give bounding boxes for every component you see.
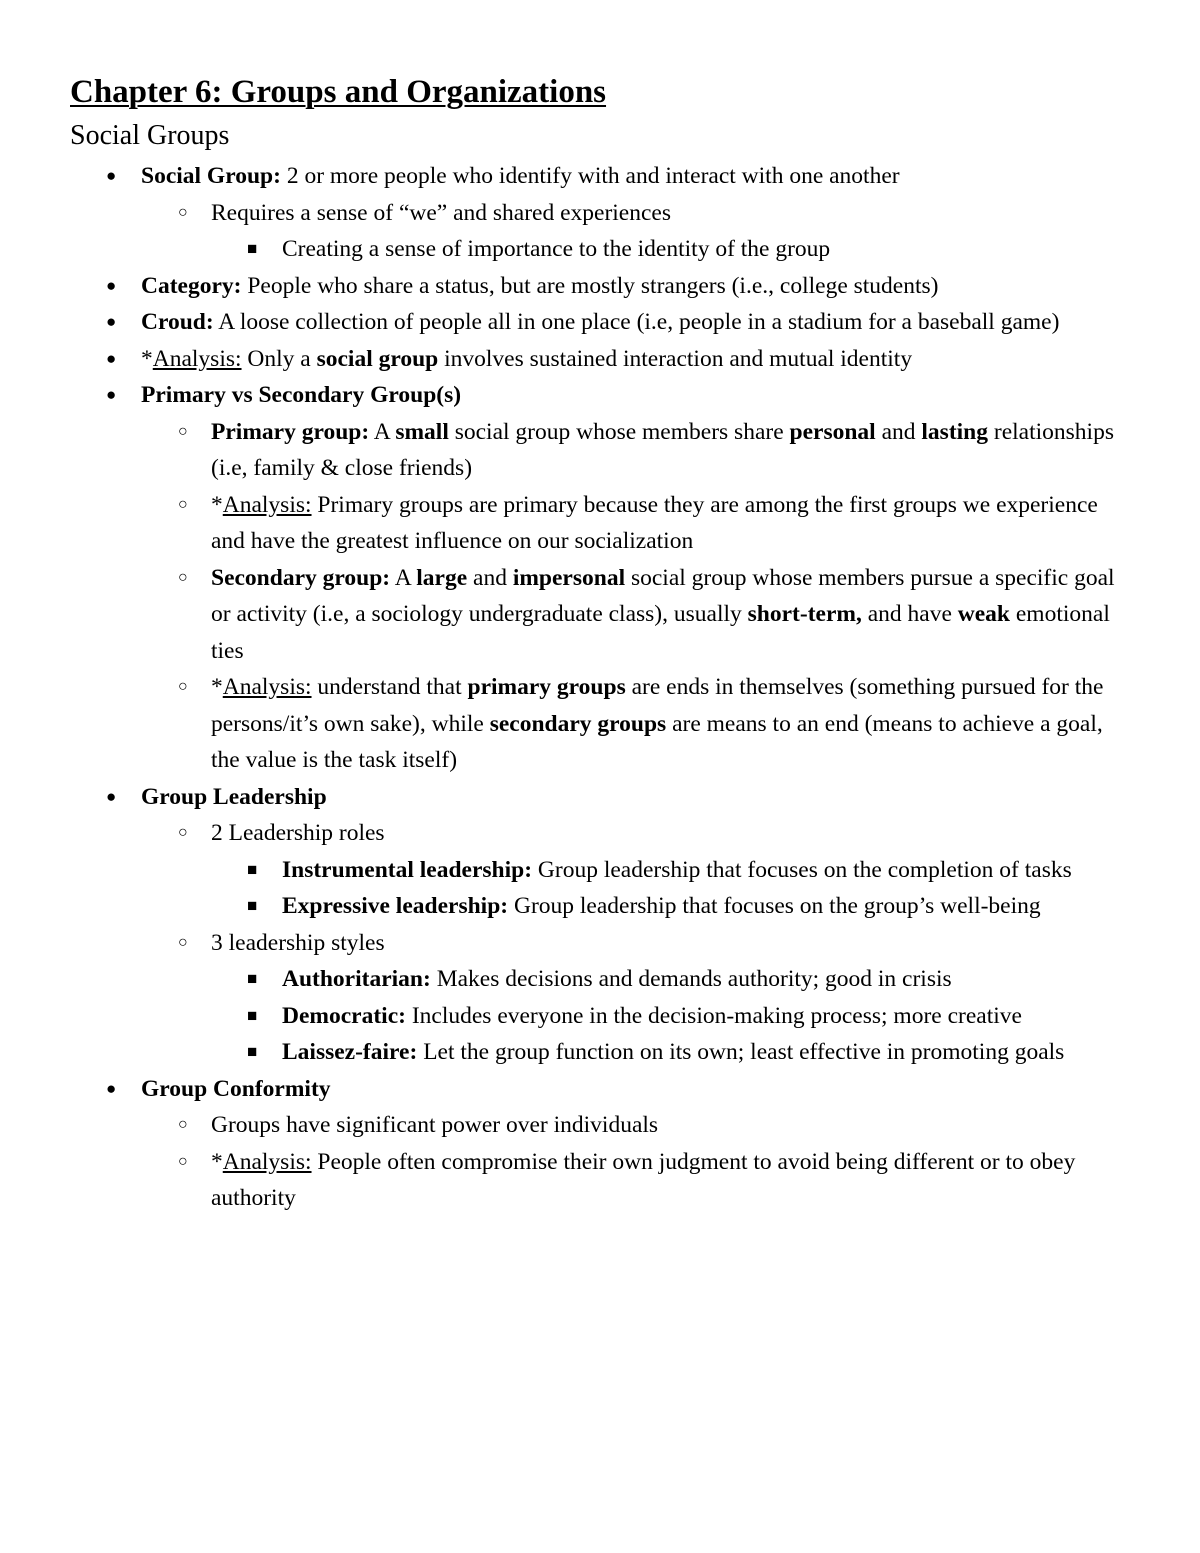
text-run: social group whose members pursue a specific goal or activity (i.e, a sociology undergraduate class), usually (211, 564, 1115, 627)
list-item-category (0, 268, 1200, 305)
item-text: Creating a sense of importance to the identity of the group (282, 236, 831, 262)
text-run: are means to an end (means to achieve a goal, the value is the task itself) (211, 710, 1103, 773)
bullet-circle-icon: ○ (178, 824, 188, 841)
bold-run: impersonal (512, 564, 626, 591)
bold-run: large (416, 564, 468, 591)
bold-run: short-term, (747, 601, 862, 627)
asterisk: * (211, 1148, 223, 1175)
bullet-disc-icon: ● (106, 786, 117, 806)
bold-run: lasting (921, 418, 988, 445)
text-run: are ends in themselves (something pursued for the persons/it’s own sake), while (211, 674, 1104, 737)
term-label: Primary group: (211, 418, 370, 445)
term-label: Expressive leadership: (282, 893, 509, 919)
item-text: 3 leadership styles (211, 929, 385, 956)
list-item-analysis-4 (0, 1144, 1200, 1217)
list-item-group-conformity (0, 1071, 1200, 1108)
bullet-square-icon: ■ (247, 1005, 258, 1025)
bold-run: secondary groups (489, 710, 667, 737)
list-item-primary-vs-secondary (0, 377, 1200, 414)
item-text: 2 Leadership roles (211, 820, 385, 846)
list-item-social-group (0, 158, 1200, 195)
text-run: A (369, 418, 396, 445)
list-item-primary-group (0, 414, 1200, 487)
list-item-analysis-2 (0, 487, 1200, 560)
bold-run: primary groups (467, 674, 626, 700)
text-run: relationships (i.e, family & close friends) (211, 418, 1114, 481)
list-item-democratic (0, 998, 1200, 1035)
definition-text: Makes decisions and demands authority; good in crisis (430, 966, 952, 992)
analysis-label: Analysis: (152, 345, 242, 372)
bullet-circle-icon: ○ (178, 678, 188, 695)
bullet-square-icon: ■ (247, 896, 258, 915)
bullet-square-icon: ■ (247, 1042, 258, 1061)
list-item-leadership-roles (0, 815, 1200, 852)
bullet-square-icon: ■ (247, 859, 258, 879)
term-label: Laissez-faire: (282, 1039, 418, 1065)
bullet-disc-icon: ● (106, 166, 117, 185)
list-item-social-group-subsub (0, 231, 1200, 268)
term-label: Instrumental leadership: (282, 856, 533, 883)
definition-text: Group leadership that focuses on the group’s well-being (508, 893, 1041, 919)
definition-text: Includes everyone in the decision-making process; more creative (405, 1002, 1022, 1029)
bullet-circle-icon: ○ (178, 933, 188, 951)
text-run: understand that (311, 674, 468, 700)
bullet-circle-icon: ○ (178, 495, 188, 513)
item-text: Groups have significant power over individuals (211, 1112, 659, 1138)
list-item-analysis-3 (0, 669, 1200, 779)
section-heading: Social Groups (70, 120, 230, 151)
list-item-analysis-1 (0, 341, 1200, 378)
definition-text: 2 or more people who identify with and interact with one another (280, 163, 900, 189)
definition-text: Group leadership that focuses on the completion of tasks (532, 856, 1072, 883)
bullet-disc-icon: ● (106, 1078, 117, 1098)
bullet-circle-icon: ○ (178, 568, 188, 586)
bold-run: weak (957, 601, 1010, 627)
bold-run: personal (789, 418, 876, 445)
term-label: Democratic: (282, 1002, 406, 1029)
item-heading: Group Conformity (141, 1075, 331, 1102)
item-heading: Group Leadership (141, 783, 327, 810)
definition-text: Let the group function on its own; least effective in promoting goals (417, 1039, 1065, 1065)
list-item-conformity-power (0, 1107, 1200, 1144)
definition-text: A loose collection of people all in one place (i.e, people in a stadium for a baseball game) (213, 309, 1060, 335)
text-run: and (467, 564, 513, 591)
bullet-square-icon: ■ (247, 969, 258, 988)
term-label: Social Group: (141, 163, 281, 189)
text-run: Primary groups are primary because they are among the first groups we experience and have the greatest influence on our socialization (211, 491, 1098, 554)
asterisk: * (141, 345, 153, 372)
text-run: Only a (241, 345, 317, 372)
term-label: Croud: (141, 309, 214, 335)
text-run: involves sustained interaction and mutual identity (438, 345, 913, 372)
bullet-circle-icon: ○ (178, 1152, 188, 1170)
list-item-leadership-styles (0, 925, 1200, 962)
bullet-circle-icon: ○ (178, 1116, 188, 1133)
list-item-laissez-faire (0, 1034, 1200, 1071)
text-run: A (390, 564, 417, 591)
bold-run: social group (316, 345, 439, 372)
definition-text: People who share a status, but are mostly strangers (i.e., college students) (241, 272, 939, 299)
analysis-label: Analysis: (222, 674, 312, 700)
list-item-expressive-leadership (0, 888, 1200, 925)
bullet-circle-icon: ○ (178, 203, 188, 221)
analysis-label: Analysis: (222, 491, 312, 518)
item-heading: Primary vs Secondary Group(s) (141, 382, 462, 408)
analysis-label: Analysis: (222, 1148, 312, 1175)
bullet-disc-icon: ● (106, 312, 117, 331)
list-item-social-group-sub (0, 195, 1200, 232)
text-run: and have (861, 601, 958, 627)
term-label: Authoritarian: (282, 966, 431, 992)
text-run: emotional ties (211, 601, 1110, 664)
bullet-disc-icon: ● (106, 275, 117, 295)
text-run: social group whose members share (448, 418, 790, 445)
bullet-disc-icon: ● (106, 348, 117, 368)
bold-run: small (395, 418, 449, 445)
page-title: Chapter 6: Groups and Organizations (70, 74, 607, 110)
notes-list (0, 158, 1200, 1217)
term-label: Category: (141, 272, 242, 299)
text-run: People often compromise their own judgment to avoid being different or to obey authority (211, 1148, 1076, 1211)
asterisk: * (211, 491, 223, 518)
item-text: Requires a sense of “we” and shared experiences (211, 199, 671, 226)
bullet-square-icon: ■ (247, 239, 258, 258)
list-item-croud (0, 304, 1200, 341)
term-label: Secondary group: (211, 564, 391, 591)
bullet-circle-icon: ○ (178, 422, 188, 440)
list-item-authoritarian (0, 961, 1200, 998)
list-item-instrumental-leadership (0, 852, 1200, 889)
asterisk: * (211, 674, 223, 700)
list-item-group-leadership (0, 779, 1200, 816)
text-run: and (875, 418, 922, 445)
list-item-secondary-group (0, 560, 1200, 670)
bullet-disc-icon: ● (106, 385, 117, 404)
